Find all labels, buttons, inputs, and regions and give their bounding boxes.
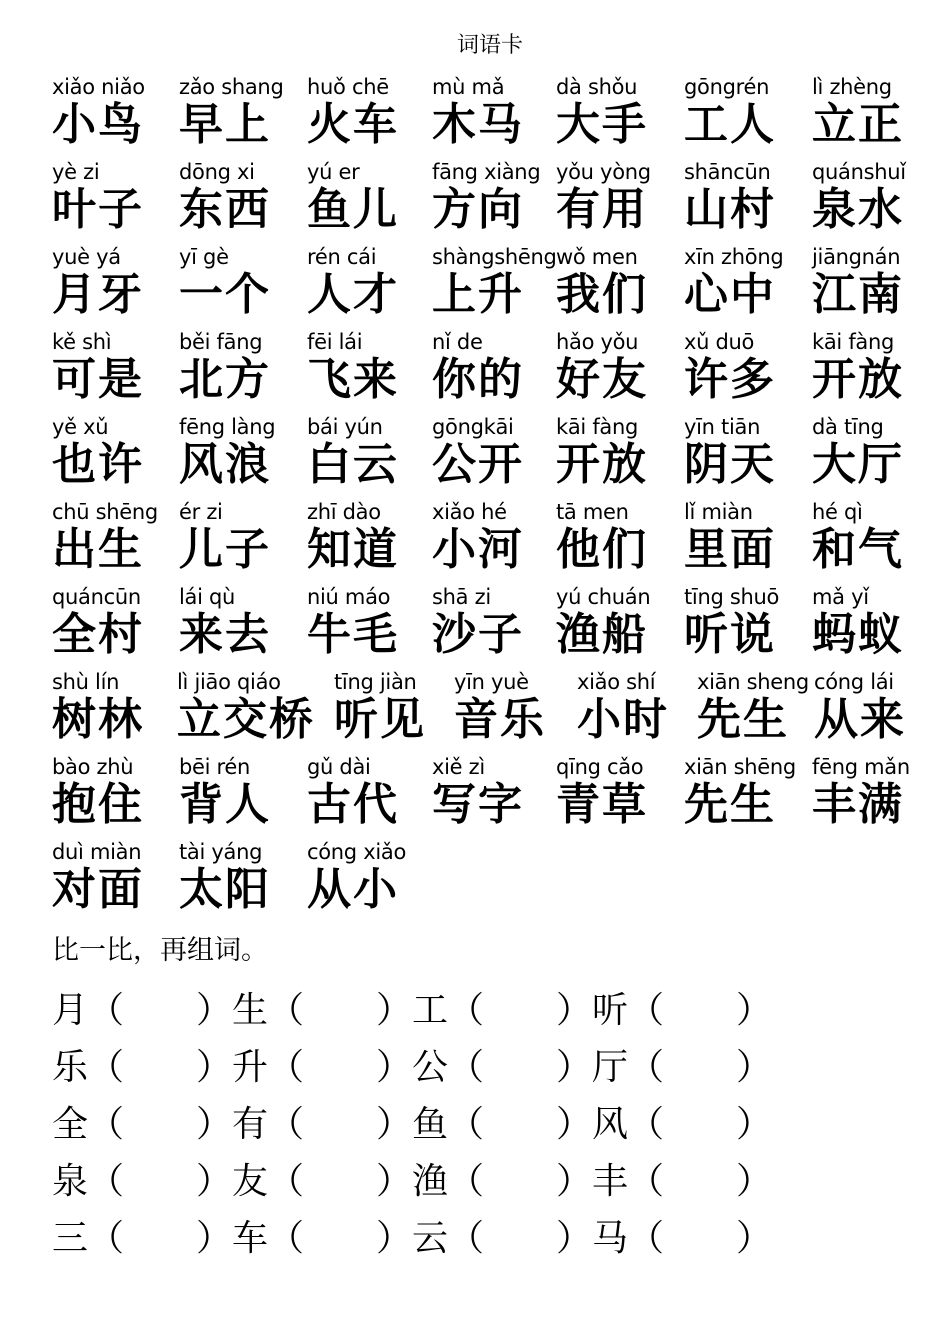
word-card xyxy=(684,754,809,830)
word-card xyxy=(814,669,939,745)
hanzi: 音乐 xyxy=(454,694,546,745)
word-card xyxy=(432,584,557,660)
exercise-item: 有（ ） xyxy=(232,1104,413,1145)
hanzi: 和气 xyxy=(812,524,904,575)
hanzi: 鱼儿 xyxy=(307,184,399,235)
hanzi: 立交桥 xyxy=(177,694,315,745)
hanzi: 你的 xyxy=(432,354,524,405)
pinyin: yè zi xyxy=(52,160,100,184)
pinyin: shàngshēng xyxy=(432,245,557,269)
pinyin: lì zhèng xyxy=(812,75,892,99)
word-card xyxy=(812,584,937,660)
word-card xyxy=(556,244,681,320)
hanzi: 许多 xyxy=(684,354,776,405)
exercise-title: 比一比，再组词。 xyxy=(52,935,268,966)
word-card xyxy=(179,839,304,915)
word-card xyxy=(684,414,809,490)
word-card xyxy=(454,669,579,745)
hanzi: 开放 xyxy=(556,439,648,490)
hanzi: 蚂蚁 xyxy=(812,609,904,660)
pinyin: quáncūn xyxy=(52,585,141,609)
hanzi: 可是 xyxy=(52,354,144,405)
hanzi: 从小 xyxy=(307,864,399,915)
pinyin: lǐ miàn xyxy=(684,500,753,524)
pinyin: xiǎo shí xyxy=(577,670,656,694)
pinyin: xiān sheng xyxy=(697,670,809,694)
word-card xyxy=(307,74,432,150)
pinyin: nǐ de xyxy=(432,330,483,354)
hanzi: 开放 xyxy=(812,354,904,405)
pinyin: shù lín xyxy=(52,670,120,694)
hanzi: 心中 xyxy=(684,269,776,320)
word-card xyxy=(307,754,432,830)
word-card xyxy=(812,244,937,320)
word-card xyxy=(556,584,681,660)
word-card xyxy=(684,244,809,320)
word-card xyxy=(684,499,809,575)
pinyin: zǎo shang xyxy=(179,75,284,99)
word-card xyxy=(684,584,809,660)
pinyin: tīng jiàn xyxy=(334,670,417,694)
word-card xyxy=(52,839,177,915)
hanzi: 先生 xyxy=(684,779,776,830)
hanzi: 飞来 xyxy=(307,354,399,405)
word-card xyxy=(52,499,177,575)
pinyin: yīn yuè xyxy=(454,670,529,694)
pinyin: ér zi xyxy=(179,500,223,524)
hanzi: 知道 xyxy=(307,524,399,575)
hanzi: 山村 xyxy=(684,184,776,235)
pinyin: gōngrén xyxy=(684,75,770,99)
pinyin: běi fāng xyxy=(179,330,263,354)
pinyin: tā men xyxy=(556,500,629,524)
word-card xyxy=(812,159,937,235)
word-card xyxy=(52,244,177,320)
word-card xyxy=(307,329,432,405)
word-card xyxy=(556,159,681,235)
word-card-grid xyxy=(52,74,932,924)
word-card xyxy=(179,754,304,830)
pinyin: dà tīng xyxy=(812,415,884,439)
word-card xyxy=(179,584,304,660)
pinyin: niú máo xyxy=(307,585,391,609)
hanzi: 对面 xyxy=(52,864,144,915)
word-card xyxy=(684,329,809,405)
exercise-item: 风（ ） xyxy=(592,1104,773,1145)
word-card xyxy=(684,74,809,150)
pinyin: xiǎo niǎo xyxy=(52,75,145,99)
hanzi: 工人 xyxy=(684,99,776,150)
pinyin: xiě zì xyxy=(432,755,485,779)
word-row xyxy=(52,74,932,159)
word-row xyxy=(52,839,932,924)
pinyin: yuè yá xyxy=(52,245,121,269)
pinyin: cóng xiǎo xyxy=(307,840,406,864)
pinyin: shā zi xyxy=(432,585,491,609)
word-card xyxy=(307,839,432,915)
hanzi: 泉水 xyxy=(812,184,904,235)
pinyin: kě shì xyxy=(52,330,112,354)
hanzi: 月牙 xyxy=(52,269,144,320)
exercise-row xyxy=(52,1096,932,1153)
pinyin: quánshuǐ xyxy=(812,160,906,184)
hanzi: 大手 xyxy=(556,99,648,150)
hanzi: 白云 xyxy=(307,439,399,490)
hanzi: 叶子 xyxy=(52,184,144,235)
word-card xyxy=(307,159,432,235)
word-card xyxy=(179,414,304,490)
exercise-item: 渔（ ） xyxy=(412,1161,593,1202)
exercise-item: 丰（ ） xyxy=(592,1161,773,1202)
hanzi: 牛毛 xyxy=(307,609,399,660)
word-card xyxy=(307,584,432,660)
pinyin: hǎo yǒu xyxy=(556,330,639,354)
pinyin: fāng xiàng xyxy=(432,160,541,184)
exercise-item: 乐（ ） xyxy=(52,1047,233,1088)
word-card xyxy=(179,74,304,150)
hanzi: 树林 xyxy=(52,694,144,745)
exercise-item: 鱼（ ） xyxy=(412,1104,593,1145)
word-card xyxy=(52,159,177,235)
exercise-item: 三（ ） xyxy=(52,1218,233,1259)
word-card xyxy=(52,74,177,150)
hanzi: 他们 xyxy=(556,524,648,575)
word-card xyxy=(52,414,177,490)
word-card xyxy=(177,669,337,745)
word-row xyxy=(52,754,932,839)
hanzi: 北方 xyxy=(179,354,271,405)
word-card xyxy=(556,499,681,575)
exercise-item: 公（ ） xyxy=(412,1047,593,1088)
exercise-row xyxy=(52,1039,932,1096)
word-card xyxy=(812,754,937,830)
hanzi: 儿子 xyxy=(179,524,271,575)
word-card xyxy=(684,159,809,235)
hanzi: 先生 xyxy=(697,694,789,745)
word-card xyxy=(52,329,177,405)
word-card xyxy=(307,244,432,320)
pinyin: fēi lái xyxy=(307,330,363,354)
word-card xyxy=(307,499,432,575)
pinyin: cóng lái xyxy=(814,670,894,694)
exercise-item: 云（ ） xyxy=(412,1218,593,1259)
hanzi: 小鸟 xyxy=(52,99,144,150)
hanzi: 听见 xyxy=(334,694,426,745)
word-card xyxy=(556,329,681,405)
pinyin: huǒ chē xyxy=(307,75,389,99)
pinyin: yī gè xyxy=(179,245,229,269)
word-row xyxy=(52,669,932,754)
word-row xyxy=(52,329,932,414)
hanzi: 阴天 xyxy=(684,439,776,490)
hanzi: 丰满 xyxy=(812,779,904,830)
word-card xyxy=(432,754,557,830)
exercise-row xyxy=(52,1210,932,1267)
pinyin: zhī dào xyxy=(307,500,381,524)
pinyin: fēng mǎn xyxy=(812,755,910,779)
word-card xyxy=(556,414,681,490)
word-card xyxy=(697,669,822,745)
exercise-item: 全（ ） xyxy=(52,1104,233,1145)
word-row xyxy=(52,499,932,584)
hanzi: 古代 xyxy=(307,779,399,830)
pinyin: yú er xyxy=(307,160,360,184)
hanzi: 江南 xyxy=(812,269,904,320)
exercise-item: 车（ ） xyxy=(232,1218,413,1259)
hanzi: 我们 xyxy=(556,269,648,320)
hanzi: 来去 xyxy=(179,609,271,660)
pinyin: gōngkāi xyxy=(432,415,514,439)
hanzi: 从来 xyxy=(814,694,906,745)
hanzi: 全村 xyxy=(52,609,144,660)
hanzi: 写字 xyxy=(432,779,524,830)
pinyin: kāi fàng xyxy=(812,330,895,354)
page-title: 词语卡 xyxy=(456,33,523,58)
word-card xyxy=(432,159,557,235)
pinyin: xǔ duō xyxy=(684,330,755,354)
hanzi: 方向 xyxy=(432,184,524,235)
hanzi: 沙子 xyxy=(432,609,524,660)
pinyin: yīn tiān xyxy=(684,415,761,439)
word-card xyxy=(432,329,557,405)
pinyin: mù mǎ xyxy=(432,75,505,99)
hanzi: 大厅 xyxy=(812,439,904,490)
hanzi: 青草 xyxy=(556,779,648,830)
word-card xyxy=(334,669,459,745)
word-card xyxy=(179,244,304,320)
word-card xyxy=(432,244,557,320)
pinyin: duì miàn xyxy=(52,840,142,864)
pinyin: hé qì xyxy=(812,500,863,524)
hanzi: 公开 xyxy=(432,439,524,490)
exercise-grid xyxy=(52,982,932,1267)
hanzi: 火车 xyxy=(307,99,399,150)
hanzi: 里面 xyxy=(684,524,776,575)
hanzi: 早上 xyxy=(179,99,271,150)
pinyin: yǒu yòng xyxy=(556,160,651,184)
exercise-item: 升（ ） xyxy=(232,1047,413,1088)
exercise-item: 生（ ） xyxy=(232,990,413,1031)
pinyin: rén cái xyxy=(307,245,377,269)
exercise-item: 友（ ） xyxy=(232,1161,413,1202)
hanzi: 听说 xyxy=(684,609,776,660)
word-card xyxy=(52,669,177,745)
exercise-item: 听（ ） xyxy=(592,990,773,1031)
word-card xyxy=(812,74,937,150)
hanzi: 出生 xyxy=(52,524,144,575)
word-row xyxy=(52,414,932,499)
hanzi: 小时 xyxy=(577,694,669,745)
pinyin: lì jiāo qiáo xyxy=(177,670,281,694)
pinyin: lái qù xyxy=(179,585,236,609)
hanzi: 太阳 xyxy=(179,864,271,915)
pinyin: xīn zhōng xyxy=(684,245,784,269)
word-row xyxy=(52,584,932,669)
exercise-row xyxy=(52,1153,932,1210)
hanzi: 也许 xyxy=(52,439,144,490)
word-card xyxy=(812,414,937,490)
pinyin: fēng làng xyxy=(179,415,276,439)
hanzi: 渔船 xyxy=(556,609,648,660)
hanzi: 立正 xyxy=(812,99,904,150)
pinyin: bào zhù xyxy=(52,755,134,779)
pinyin: bái yún xyxy=(307,415,383,439)
hanzi: 背人 xyxy=(179,779,271,830)
exercise-item: 工（ ） xyxy=(412,990,593,1031)
pinyin: bēi rén xyxy=(179,755,251,779)
pinyin: dà shǒu xyxy=(556,75,638,99)
hanzi: 东西 xyxy=(179,184,271,235)
word-card xyxy=(812,499,937,575)
pinyin: qīng cǎo xyxy=(556,755,644,779)
word-card xyxy=(307,414,432,490)
word-card xyxy=(556,754,681,830)
word-card xyxy=(556,74,681,150)
pinyin: mǎ yǐ xyxy=(812,585,869,609)
pinyin: shāncūn xyxy=(684,160,771,184)
hanzi: 风浪 xyxy=(179,439,271,490)
word-card xyxy=(432,499,557,575)
exercise-row xyxy=(52,982,932,1039)
pinyin: dōng xi xyxy=(179,160,255,184)
word-row xyxy=(52,244,932,329)
hanzi: 上升 xyxy=(432,269,524,320)
hanzi: 有用 xyxy=(556,184,648,235)
word-card xyxy=(432,74,557,150)
hanzi: 人才 xyxy=(307,269,399,320)
word-card xyxy=(52,754,177,830)
exercise-item: 泉（ ） xyxy=(52,1161,233,1202)
exercise-item: 马（ ） xyxy=(592,1218,773,1259)
hanzi: 小河 xyxy=(432,524,524,575)
pinyin: kāi fàng xyxy=(556,415,639,439)
word-card xyxy=(577,669,702,745)
word-card xyxy=(432,414,557,490)
pinyin: xiǎo hé xyxy=(432,500,507,524)
pinyin: gǔ dài xyxy=(307,755,371,779)
word-card xyxy=(179,159,304,235)
hanzi: 好友 xyxy=(556,354,648,405)
pinyin: jiāngnán xyxy=(812,245,901,269)
hanzi: 木马 xyxy=(432,99,524,150)
pinyin: yě xǔ xyxy=(52,415,109,439)
pinyin: xiān shēng xyxy=(684,755,796,779)
pinyin: yú chuán xyxy=(556,585,651,609)
exercise-item: 月（ ） xyxy=(52,990,233,1031)
pinyin: tīng shuō xyxy=(684,585,780,609)
word-row xyxy=(52,159,932,244)
hanzi: 抱住 xyxy=(52,779,144,830)
pinyin: wǒ men xyxy=(556,245,638,269)
word-card xyxy=(179,329,304,405)
word-card xyxy=(52,584,177,660)
pinyin: tài yáng xyxy=(179,840,263,864)
word-card xyxy=(179,499,304,575)
exercise-item: 厅（ ） xyxy=(592,1047,773,1088)
hanzi: 一个 xyxy=(179,269,271,320)
word-card xyxy=(812,329,937,405)
pinyin: chū shēng xyxy=(52,500,158,524)
